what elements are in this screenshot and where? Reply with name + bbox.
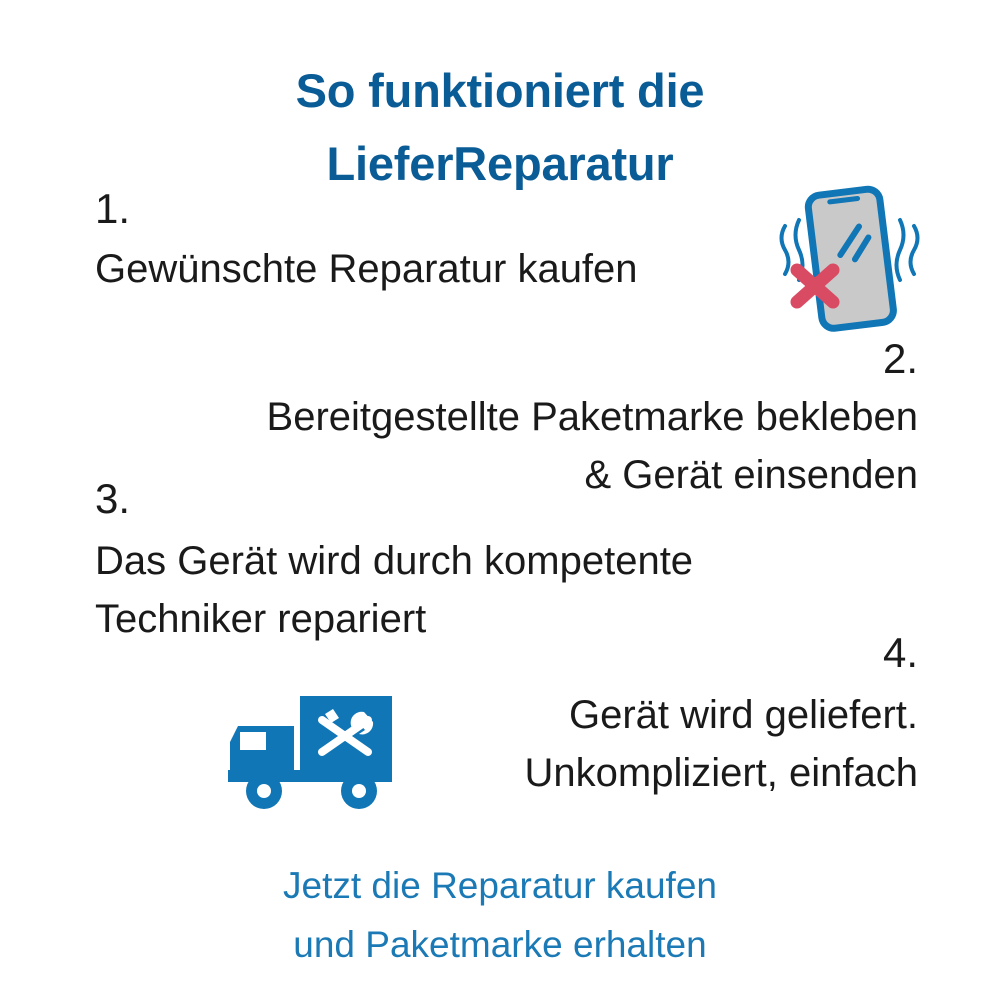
step-text-3-line-2: Techniker repariert: [95, 597, 427, 641]
cracked-phone-icon: [757, 178, 942, 343]
step-number-3: 3.: [95, 475, 131, 522]
step-text-1-line-1: Gewünschte Reparatur kaufen: [95, 247, 638, 291]
step-text-4-line-1: Gerät wird geliefert.: [568, 693, 918, 737]
step-number-4: 4.: [882, 629, 918, 676]
step-text-3-line-1: Das Gerät wird durch kompetente: [95, 539, 694, 583]
step-number-1: 1.: [95, 185, 131, 232]
step-number-2: 2.: [882, 335, 918, 382]
step-text-1: [95, 240, 775, 298]
title-line-1: So funktioniert die: [295, 64, 705, 117]
step-text-4-line-2: Unkompliziert, einfach: [524, 751, 918, 795]
title-line-2: LieferReparatur: [326, 136, 674, 190]
cta-line-2[interactable]: und Paketmarke erhalten: [293, 924, 707, 966]
delivery-truck-repair-icon: [222, 690, 412, 815]
cta-line-1[interactable]: Jetzt die Reparatur kaufen: [283, 865, 717, 906]
step-text-2: [88, 388, 918, 504]
step-text-3: [95, 532, 855, 648]
cta-text[interactable]: [0, 856, 1000, 974]
step-text-2-line-1: Bereitgestellte Paketmarke bekleben: [266, 395, 918, 439]
step-text-2-line-2: & Gerät einsenden: [584, 453, 918, 497]
